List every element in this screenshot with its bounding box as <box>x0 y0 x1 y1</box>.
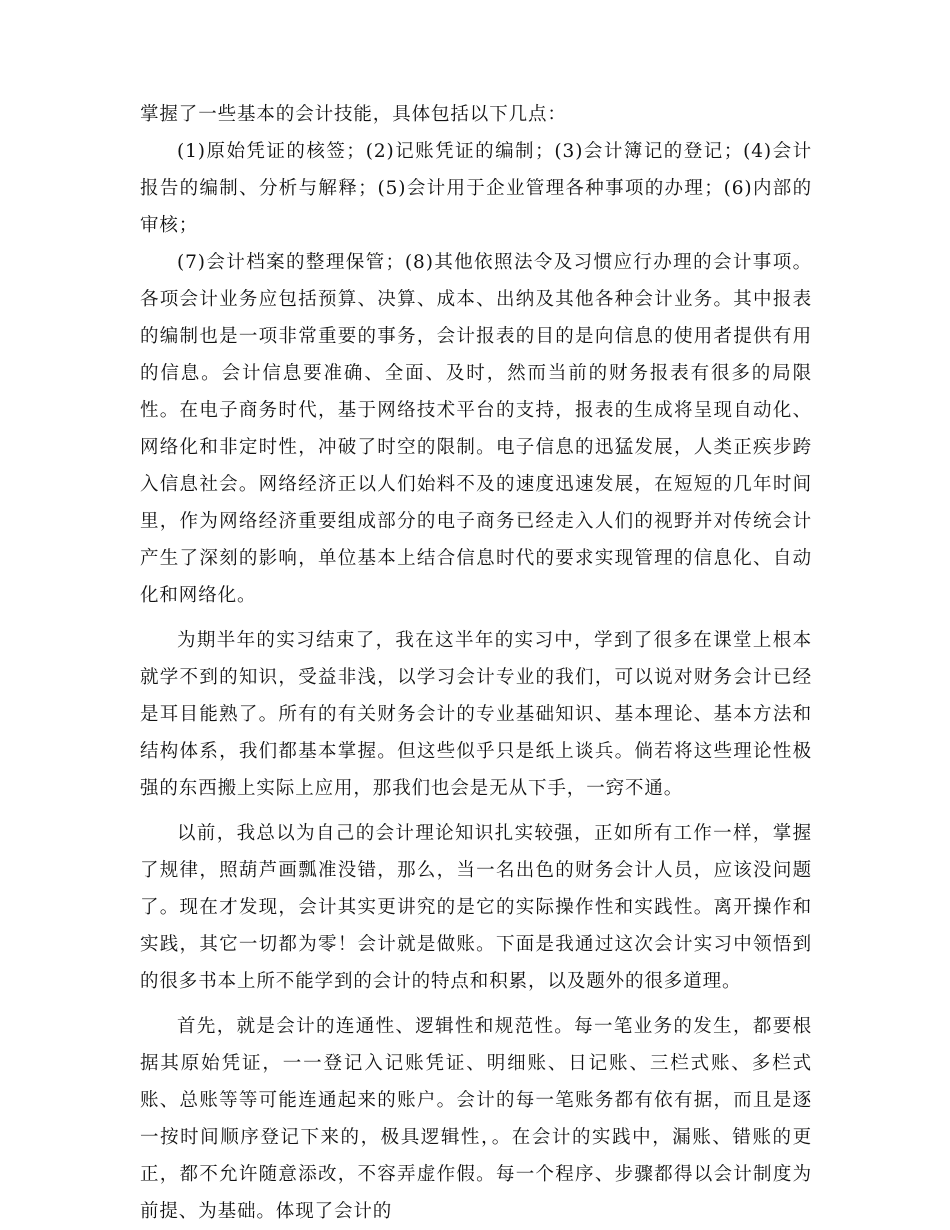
paragraph-reflection: 以前，我总以为自己的会计理论知识扎实较强，正如所有工作一样，掌握了规律，照葫芦画瓢准没错，那么，当一名出色的财务会计人员，应该没问题了。现在才发现，会计其实更讲究的是它的实际操作性和实践性。离开操作和实践，其它一切都为零！会计就是做账。下面是我通过这次会计实习中领悟到的很多书本上所不能学到的会计的特点和积累，以及题外的很多道理。 <box>140 823 812 992</box>
paragraph-skills-list: (1)原始凭证的核签；(2)记账凭证的编制；(3)会计簿记的登记；(4)会计报告的编制、分析与解释；(5)会计用于企业管理各种事项的办理；(6)内部的审核； <box>140 141 812 236</box>
paragraph-accounting-business: (7)会计档案的整理保管；(8)其他依照法令及习惯应行办理的会计事项。各项会计业务应包括预算、决算、成本、出纳及其他各种会计业务。其中报表的编制也是一项非常重要的事务，会计报表的目的是向信息的使用者提供有用的信息。会计信息要准确、全面、及时，然而当前的财务报表有很多的局限性。在电子商务时代，基于网络技术平台的支持，报表的生成将呈现自动化、网络化和非定时性，冲破了时空的限制。电子信息的迅猛发展，人类正疾步跨入信息社会。网络经济正以人们始料不及的速度迅速发展，在短短的几年时间里，作为网络经济重要组成部分的电子商务已经走入人们的视野并对传统会计产生了深刻的影响，单位基本上结合信息时代的要求实现管理的信息化、自动化和网络化。 <box>140 252 812 606</box>
paragraph-first-point: 首先，就是会计的连通性、逻辑性和规范性。每一笔业务的发生，都要根据其原始凭证，一一登记入记账凭证、明细账、日记账、三栏式账、多栏式账、总账等等可能连通起来的账户。会计的每一笔账务都有依有据，而且是逐一按时间顺序登记下来的，极具逻辑性，。在会计的实践中，漏账、错账的更正，都不允许随意添改，不容弄虚作假。每一个程序、步骤都得以会计制度为前提、为基础。体现了会计的 <box>140 1016 812 1222</box>
paragraph-internship-summary: 为期半年的实习结束了，我在这半年的实习中，学到了很多在课堂上根本就学不到的知识，受益非浅，以学习会计专业的我们，可以说对财务会计已经是耳目能熟了。所有的有关财务会计的专业基础知识、基本理论、基本方法和结构体系，我们都基本掌握。但这些似乎只是纸上谈兵。倘若将这些理论性极强的东西搬上实际上应用，那我们也会是无从下手，一窍不通。 <box>140 630 812 799</box>
document-page <box>140 96 812 1230</box>
paragraph-intro: 掌握了一些基本的会计技能，具体包括以下几点： <box>140 104 567 125</box>
